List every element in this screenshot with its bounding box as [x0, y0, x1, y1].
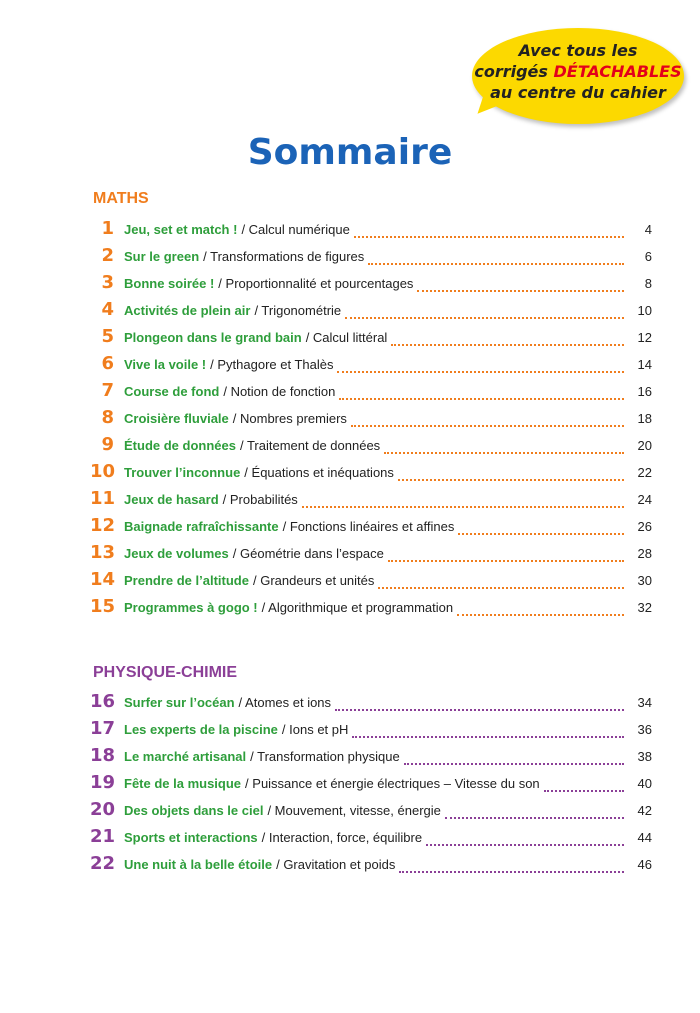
chapter-subject: / Fonctions linéaires et affines [282, 519, 455, 534]
dot-leader [398, 479, 624, 481]
toc-entry[interactable] [90, 218, 652, 245]
chapter-number: 11 [90, 488, 116, 509]
toc-entry[interactable] [90, 407, 652, 434]
dot-leader [368, 263, 624, 265]
dot-leader [445, 817, 624, 819]
chapter-subject: / Pythagore et Thalès [210, 357, 334, 372]
bubble-highlight: DÉTACHABLES [553, 62, 682, 81]
toc-list-maths [90, 218, 652, 623]
dot-leader [352, 736, 624, 738]
page-number: 16 [637, 384, 652, 399]
dot-leader [335, 709, 624, 711]
chapter-subject: / Grandeurs et unités [252, 573, 375, 588]
dot-leader [404, 763, 624, 765]
chapter-number: 19 [90, 772, 116, 793]
chapter-number: 3 [101, 272, 114, 293]
chapter-subject: / Gravitation et poids [276, 857, 396, 872]
dot-leader [391, 344, 624, 346]
page-number: 20 [637, 438, 652, 453]
toc-entry[interactable] [90, 299, 652, 326]
page-number: 4 [644, 222, 652, 237]
chapter-title: Vive la voile ! [124, 357, 207, 372]
dot-leader [339, 398, 624, 400]
toc-entry[interactable] [90, 799, 652, 826]
toc-entry[interactable] [90, 826, 652, 853]
chapter-subject: / Probabilités [222, 492, 298, 507]
chapter-number: 17 [90, 718, 116, 739]
dot-leader [388, 560, 624, 562]
toc-entry[interactable] [90, 434, 652, 461]
chapter-title: Course de fond [124, 384, 220, 399]
chapter-title: Croisière fluviale [124, 411, 229, 426]
dot-leader [458, 533, 624, 535]
chapter-title: Des objets dans le ciel [124, 803, 264, 818]
chapter-number: 16 [90, 691, 116, 712]
toc-entry[interactable] [90, 326, 652, 353]
chapter-subject: / Transformation physique [250, 749, 400, 764]
dot-leader [351, 425, 624, 427]
chapter-title: Sur le green [124, 249, 200, 264]
chapter-number: 6 [101, 353, 114, 374]
bubble-line-1: Avec tous les [518, 41, 638, 60]
chapter-subject: / Puissance et énergie électriques – Vitesse du son [245, 776, 540, 791]
chapter-number: 10 [90, 461, 116, 482]
toc-entry[interactable] [90, 772, 652, 799]
page-number: 8 [644, 276, 652, 291]
toc-entry[interactable] [90, 569, 652, 596]
page-title: Sommaire [247, 132, 453, 173]
toc-entry[interactable] [90, 380, 652, 407]
page-number: 14 [637, 357, 652, 372]
chapter-title: Activités de plein air [124, 303, 251, 318]
toc-entry[interactable] [90, 596, 652, 623]
toc-entry[interactable] [90, 853, 652, 880]
page-number: 12 [637, 330, 652, 345]
chapter-number: 22 [90, 853, 116, 874]
toc-list-physique-chimie [90, 691, 652, 880]
dot-leader [345, 317, 624, 319]
chapter-title: Fête de la musique [124, 776, 242, 791]
dot-leader [354, 236, 624, 238]
section-heading-maths: MATHS [93, 190, 149, 207]
chapter-number: 20 [90, 799, 116, 820]
toc-entry[interactable] [90, 245, 652, 272]
bubble-text [472, 40, 684, 103]
chapter-subject: / Transformations de figures [203, 249, 365, 264]
chapter-title: Surfer sur l’océan [124, 695, 235, 710]
chapter-subject: / Calcul littéral [305, 330, 388, 345]
chapter-subject: / Interaction, force, équilibre [261, 830, 423, 845]
toc-entry[interactable] [90, 488, 652, 515]
chapter-subject: / Traitement de données [239, 438, 381, 453]
page-number: 36 [637, 722, 652, 737]
chapter-title: Jeux de volumes [124, 546, 229, 561]
chapter-title: Plongeon dans le grand bain [124, 330, 302, 345]
chapter-subject: / Proportionnalité et pourcentages [218, 276, 414, 291]
section-heading-physique-chimie: PHYSIQUE-CHIMIE [93, 664, 238, 681]
page-number: 18 [637, 411, 652, 426]
toc-entry[interactable] [90, 718, 652, 745]
chapter-number: 4 [101, 299, 114, 320]
chapter-number: 2 [101, 245, 114, 266]
chapter-subject: / Nombres premiers [232, 411, 347, 426]
dot-leader [337, 371, 624, 373]
chapter-number: 8 [101, 407, 114, 428]
chapter-title: Étude de données [124, 438, 236, 453]
page-number: 6 [644, 249, 652, 264]
page-number: 42 [637, 803, 652, 818]
chapter-subject: / Atomes et ions [238, 695, 332, 710]
chapter-number: 12 [90, 515, 116, 536]
chapter-subject: / Algorithmique et programmation [261, 600, 454, 615]
page-number: 22 [637, 465, 652, 480]
chapter-subject: / Ions et pH [281, 722, 349, 737]
page-number: 32 [637, 600, 652, 615]
chapter-number: 14 [90, 569, 116, 590]
chapter-number: 18 [90, 745, 116, 766]
dot-leader [457, 614, 624, 616]
toc-entry[interactable] [90, 542, 652, 569]
bubble-line-2 [472, 61, 684, 82]
dot-leader [544, 790, 624, 792]
toc-entry[interactable] [90, 515, 652, 542]
toc-entry[interactable] [90, 691, 652, 718]
page-number: 44 [637, 830, 652, 845]
chapter-number: 1 [101, 218, 114, 239]
chapter-title: Jeu, set et match ! [124, 222, 238, 237]
chapter-title: Les experts de la piscine [124, 722, 278, 737]
bubble-line-2-prefix: corrigés [474, 62, 554, 81]
chapter-title: Une nuit à la belle étoile [124, 857, 273, 872]
chapter-subject: / Calcul numérique [241, 222, 350, 237]
chapter-title: Trouver l’inconnue [124, 465, 241, 480]
page-number: 40 [637, 776, 652, 791]
page-number: 26 [637, 519, 652, 534]
chapter-title: Bonne soirée ! [124, 276, 215, 291]
chapter-title: Le marché artisanal [124, 749, 247, 764]
chapter-subject: / Mouvement, vitesse, énergie [267, 803, 441, 818]
bubble-line-3: au centre du cahier [490, 83, 666, 102]
dot-leader [302, 506, 624, 508]
chapter-title: Baignade rafraîchissante [124, 519, 279, 534]
chapter-number: 5 [101, 326, 114, 347]
page-number: 34 [637, 695, 652, 710]
dot-leader [384, 452, 624, 454]
toc-entry[interactable] [90, 272, 652, 299]
dot-leader [426, 844, 624, 846]
page-number: 10 [637, 303, 652, 318]
toc-entry[interactable] [90, 353, 652, 380]
page-number: 30 [637, 573, 652, 588]
page-number: 38 [637, 749, 652, 764]
dot-leader [417, 290, 624, 292]
chapter-subject: / Trigonométrie [254, 303, 342, 318]
chapter-subject: / Géométrie dans l’espace [232, 546, 384, 561]
chapter-title: Sports et interactions [124, 830, 258, 845]
page-number: 28 [637, 546, 652, 561]
chapter-number: 9 [101, 434, 114, 455]
toc-entry[interactable] [90, 461, 652, 488]
chapter-number: 13 [90, 542, 116, 563]
toc-entry[interactable] [90, 745, 652, 772]
chapter-title: Programmes à gogo ! [124, 600, 258, 615]
chapter-subject: / Équations et inéquations [244, 465, 394, 480]
page-number: 46 [637, 857, 652, 872]
chapter-number: 15 [90, 596, 116, 617]
chapter-number: 7 [101, 380, 114, 401]
dot-leader [378, 587, 624, 589]
chapter-number: 21 [90, 826, 116, 847]
page-number: 24 [637, 492, 652, 507]
chapter-title: Jeux de hasard [124, 492, 219, 507]
chapter-subject: / Notion de fonction [223, 384, 336, 399]
chapter-title: Prendre de l’altitude [124, 573, 249, 588]
dot-leader [399, 871, 624, 873]
